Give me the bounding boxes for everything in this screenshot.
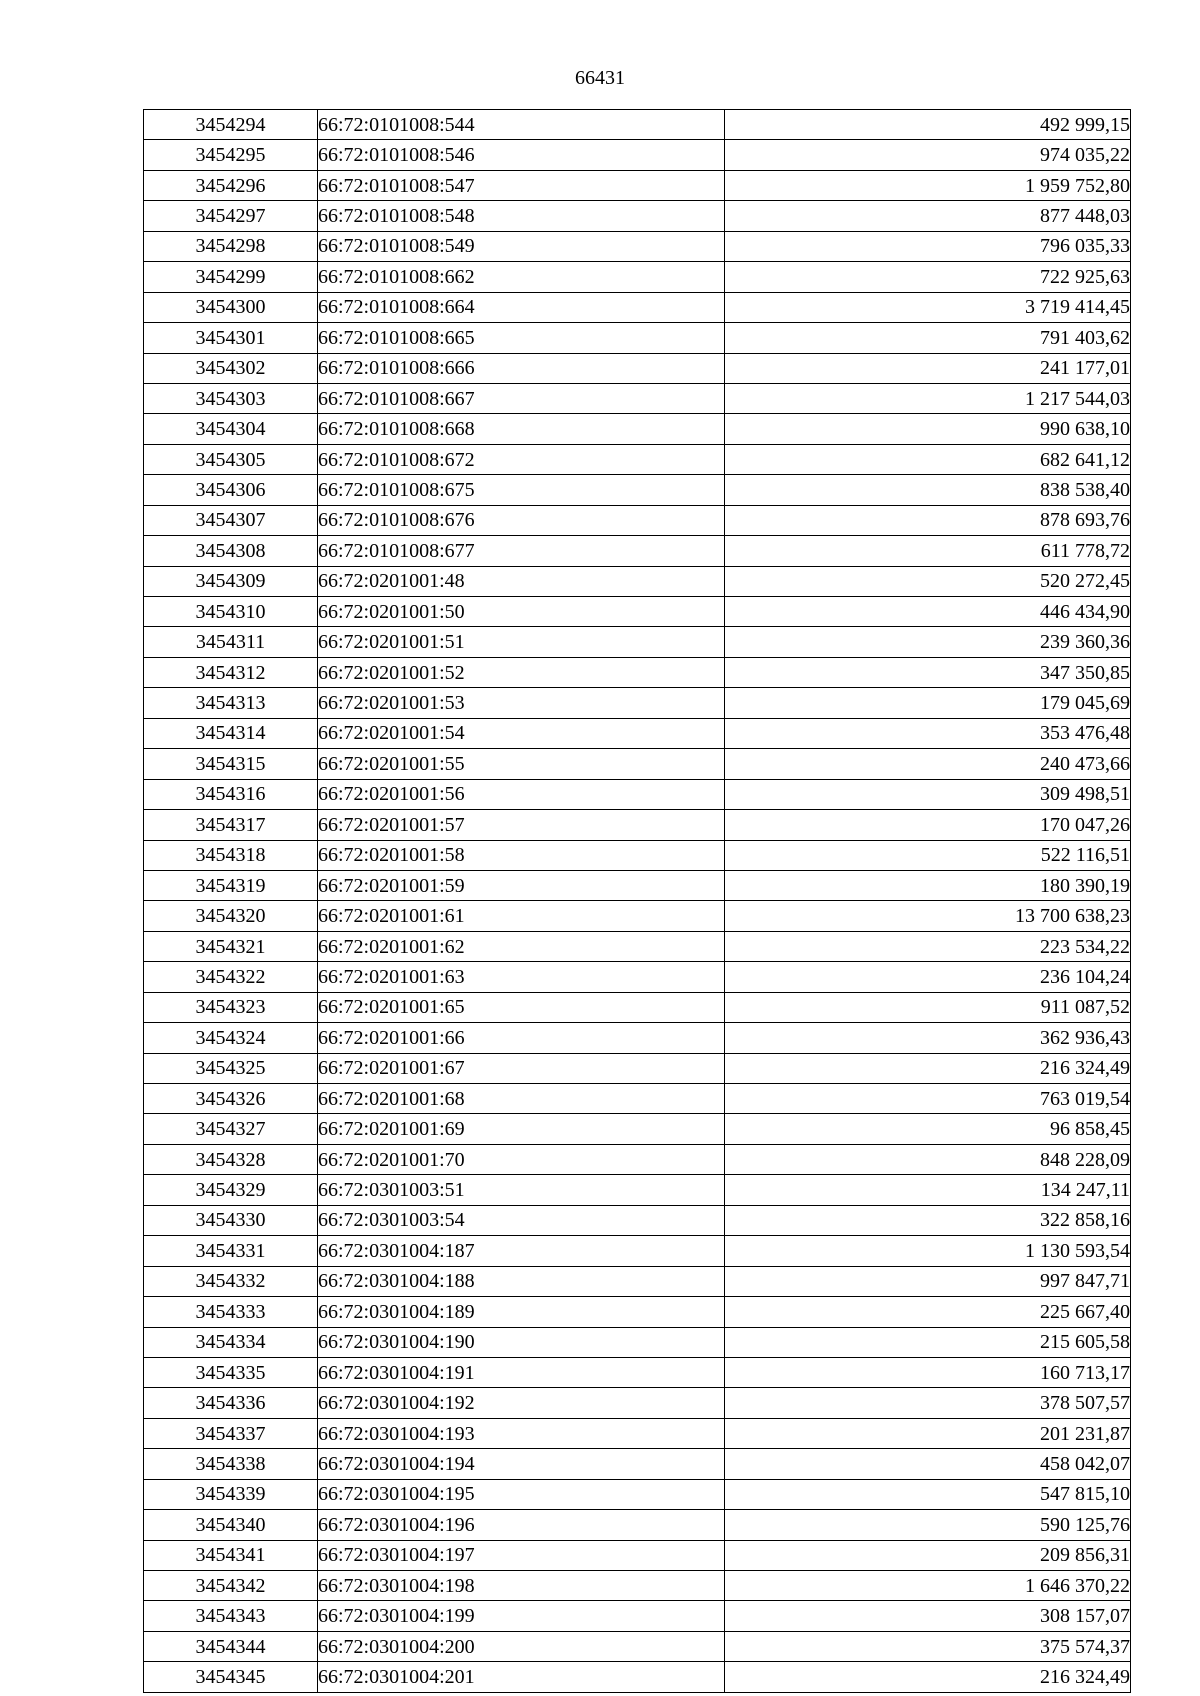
record-number-cell: 3454327 [144,1114,318,1144]
cadastral-number-cell: 66:72:0101008:549 [318,231,725,261]
table-row [144,1327,1131,1357]
cadastral-number-cell: 66:72:0101008:548 [318,201,725,231]
cadastral-value-cell: 1 959 752,80 [725,170,1131,200]
cadastral-value-cell: 362 936,43 [725,1023,1131,1053]
cadastral-value-cell: 722 925,63 [725,262,1131,292]
record-number-cell: 3454299 [144,262,318,292]
record-number-cell: 3454310 [144,597,318,627]
record-number-cell: 3454333 [144,1297,318,1327]
record-number-cell: 3454314 [144,718,318,748]
table-row [144,505,1131,535]
record-number-cell: 3454304 [144,414,318,444]
cadastral-number-cell: 66:72:0101008:666 [318,353,725,383]
record-number-cell: 3454306 [144,475,318,505]
table-row [144,1053,1131,1083]
cadastral-number-cell: 66:72:0201001:68 [318,1084,725,1114]
record-number-cell: 3454320 [144,901,318,931]
record-number-cell: 3454313 [144,688,318,718]
cadastral-value-cell: 796 035,33 [725,231,1131,261]
cadastral-number-cell: 66:72:0201001:52 [318,657,725,687]
record-number-cell: 3454342 [144,1571,318,1601]
table-row [144,1205,1131,1235]
record-number-cell: 3454343 [144,1601,318,1631]
table-row [144,749,1131,779]
cadastral-value-cell: 974 035,22 [725,140,1131,170]
cadastral-value-cell: 201 231,87 [725,1418,1131,1448]
cadastral-value-cell: 309 498,51 [725,779,1131,809]
cadastral-number-cell: 66:72:0301004:188 [318,1266,725,1296]
record-number-cell: 3454336 [144,1388,318,1418]
table-row [144,1236,1131,1266]
cadastral-value-cell: 590 125,76 [725,1510,1131,1540]
table-row [144,1297,1131,1327]
record-number-cell: 3454332 [144,1266,318,1296]
table-row [144,1662,1131,1692]
record-number-cell: 3454312 [144,657,318,687]
cadastral-number-cell: 66:72:0301004:192 [318,1388,725,1418]
cadastral-number-cell: 66:72:0101008:665 [318,323,725,353]
cadastral-number-cell: 66:72:0201001:69 [318,1114,725,1144]
record-number-cell: 3454296 [144,170,318,200]
table-row [144,566,1131,596]
cadastral-number-cell: 66:72:0201001:70 [318,1144,725,1174]
record-number-cell: 3454344 [144,1631,318,1661]
cadastral-value-cell: 179 045,69 [725,688,1131,718]
cadastral-value-cell: 611 778,72 [725,536,1131,566]
table-row [144,323,1131,353]
table-row [144,536,1131,566]
cadastral-number-cell: 66:72:0201001:65 [318,992,725,1022]
cadastral-value-cell: 241 177,01 [725,353,1131,383]
cadastral-number-cell: 66:72:0101008:667 [318,383,725,413]
table-row [144,1084,1131,1114]
record-number-cell: 3454323 [144,992,318,1022]
cadastral-value-cell: 997 847,71 [725,1266,1131,1296]
cadastral-value-cell: 239 360,36 [725,627,1131,657]
cadastral-number-cell: 66:72:0101008:662 [318,262,725,292]
table-row [144,231,1131,261]
cadastral-number-cell: 66:72:0301004:187 [318,1236,725,1266]
table-row [144,1510,1131,1540]
cadastral-value-cell: 458 042,07 [725,1449,1131,1479]
cadastral-value-cell: 1 217 544,03 [725,383,1131,413]
table-row [144,1479,1131,1509]
cadastral-value-cell: 209 856,31 [725,1540,1131,1570]
cadastral-value-cell: 223 534,22 [725,931,1131,961]
table-row [144,810,1131,840]
record-number-cell: 3454317 [144,810,318,840]
cadastral-number-cell: 66:72:0101008:546 [318,140,725,170]
cadastral-value-cell: 791 403,62 [725,323,1131,353]
table-row [144,1175,1131,1205]
table-row [144,627,1131,657]
cadastral-value-cell: 1 130 593,54 [725,1236,1131,1266]
table-row [144,962,1131,992]
cadastral-value-cell: 446 434,90 [725,597,1131,627]
record-number-cell: 3454303 [144,383,318,413]
record-number-cell: 3454340 [144,1510,318,1540]
cadastral-value-cell: 520 272,45 [725,566,1131,596]
record-number-cell: 3454345 [144,1662,318,1692]
record-number-cell: 3454339 [144,1479,318,1509]
cadastral-value-cell: 216 324,49 [725,1662,1131,1692]
table-row [144,840,1131,870]
record-number-cell: 3454325 [144,1053,318,1083]
cadastral-number-cell: 66:72:0201001:62 [318,931,725,961]
table-row [144,1418,1131,1448]
cadastral-number-cell: 66:72:0101008:544 [318,110,725,140]
table-row [144,140,1131,170]
record-number-cell: 3454300 [144,292,318,322]
record-number-cell: 3454322 [144,962,318,992]
cadastral-number-cell: 66:72:0301004:196 [318,1510,725,1540]
cadastral-value-cell: 990 638,10 [725,414,1131,444]
page-number: 66431 [575,67,625,89]
cadastral-number-cell: 66:72:0301004:201 [318,1662,725,1692]
cadastral-value-cell: 308 157,07 [725,1601,1131,1631]
cadastral-value-cell: 134 247,11 [725,1175,1131,1205]
table-row [144,718,1131,748]
cadastral-value-cell: 877 448,03 [725,201,1131,231]
table-row [144,597,1131,627]
cadastral-value-cell: 160 713,17 [725,1357,1131,1387]
cadastral-number-cell: 66:72:0201001:59 [318,870,725,900]
table-row [144,1449,1131,1479]
table-row [144,475,1131,505]
table-row [144,1388,1131,1418]
cadastral-value-cell: 236 104,24 [725,962,1131,992]
record-number-cell: 3454328 [144,1144,318,1174]
cadastral-number-cell: 66:72:0201001:54 [318,718,725,748]
cadastral-value-cell: 547 815,10 [725,1479,1131,1509]
record-number-cell: 3454307 [144,505,318,535]
cadastral-number-cell: 66:72:0201001:50 [318,597,725,627]
record-number-cell: 3454331 [144,1236,318,1266]
cadastral-number-cell: 66:72:0301003:54 [318,1205,725,1235]
cadastral-number-cell: 66:72:0301004:200 [318,1631,725,1661]
table-row [144,901,1131,931]
table-row [144,657,1131,687]
record-number-cell: 3454301 [144,323,318,353]
record-number-cell: 3454294 [144,110,318,140]
record-number-cell: 3454334 [144,1327,318,1357]
cadastral-value-cell: 216 324,49 [725,1053,1131,1083]
table-row [144,201,1131,231]
table-row [144,779,1131,809]
record-number-cell: 3454338 [144,1449,318,1479]
cadastral-number-cell: 66:72:0101008:547 [318,170,725,200]
cadastral-value-cell: 96 858,45 [725,1114,1131,1144]
cadastral-number-cell: 66:72:0101008:675 [318,475,725,505]
table-row [144,444,1131,474]
record-number-cell: 3454316 [144,779,318,809]
cadastral-number-cell: 66:72:0201001:63 [318,962,725,992]
record-number-cell: 3454309 [144,566,318,596]
table-row [144,1023,1131,1053]
record-number-cell: 3454326 [144,1084,318,1114]
cadastral-value-cell: 763 019,54 [725,1084,1131,1114]
record-number-cell: 3454315 [144,749,318,779]
table-row [144,414,1131,444]
table-row [144,1144,1131,1174]
table-row [144,1571,1131,1601]
table-row [144,110,1131,140]
table-row [144,292,1131,322]
table-row [144,170,1131,200]
record-number-cell: 3454297 [144,201,318,231]
cadastral-value-cell: 522 116,51 [725,840,1131,870]
cadastral-value-cell: 13 700 638,23 [725,901,1131,931]
cadastral-value-cell: 378 507,57 [725,1388,1131,1418]
table-body [144,110,1131,1693]
cadastral-value-cell: 347 350,85 [725,657,1131,687]
cadastral-number-cell: 66:72:0301004:197 [318,1540,725,1570]
record-number-cell: 3454329 [144,1175,318,1205]
cadastral-value-cell: 240 473,66 [725,749,1131,779]
table-row [144,870,1131,900]
table-row [144,688,1131,718]
cadastral-number-cell: 66:72:0201001:53 [318,688,725,718]
record-number-cell: 3454330 [144,1205,318,1235]
record-number-cell: 3454318 [144,840,318,870]
record-number-cell: 3454298 [144,231,318,261]
record-number-cell: 3454324 [144,1023,318,1053]
record-number-cell: 3454321 [144,931,318,961]
cadastral-value-cell: 375 574,37 [725,1631,1131,1661]
record-number-cell: 3454295 [144,140,318,170]
table-row [144,1357,1131,1387]
table-row [144,1540,1131,1570]
cadastral-number-cell: 66:72:0201001:58 [318,840,725,870]
cadastral-value-cell: 911 087,52 [725,992,1131,1022]
cadastral-number-cell: 66:72:0101008:668 [318,414,725,444]
table-row [144,262,1131,292]
table-row [144,992,1131,1022]
cadastral-number-cell: 66:72:0301004:195 [318,1479,725,1509]
cadastral-value-cell: 848 228,09 [725,1144,1131,1174]
table-row [144,353,1131,383]
record-number-cell: 3454341 [144,1540,318,1570]
record-number-cell: 3454308 [144,536,318,566]
cadastral-number-cell: 66:72:0301004:199 [318,1601,725,1631]
table-row [144,1266,1131,1296]
cadastral-value-cell: 838 538,40 [725,475,1131,505]
cadastral-number-cell: 66:72:0101008:676 [318,505,725,535]
table-row [144,931,1131,961]
cadastral-value-cell: 3 719 414,45 [725,292,1131,322]
cadastral-value-table [143,109,1131,1693]
record-number-cell: 3454311 [144,627,318,657]
cadastral-value-cell: 878 693,76 [725,505,1131,535]
cadastral-number-cell: 66:72:0201001:66 [318,1023,725,1053]
record-number-cell: 3454305 [144,444,318,474]
cadastral-number-cell: 66:72:0201001:57 [318,810,725,840]
cadastral-number-cell: 66:72:0201001:61 [318,901,725,931]
cadastral-value-cell: 225 667,40 [725,1297,1131,1327]
cadastral-number-cell: 66:72:0301004:193 [318,1418,725,1448]
cadastral-value-cell: 180 390,19 [725,870,1131,900]
cadastral-number-cell: 66:72:0301003:51 [318,1175,725,1205]
cadastral-value-cell: 1 646 370,22 [725,1571,1131,1601]
cadastral-number-cell: 66:72:0301004:194 [318,1449,725,1479]
table-row [144,383,1131,413]
cadastral-number-cell: 66:72:0201001:55 [318,749,725,779]
cadastral-number-cell: 66:72:0301004:190 [318,1327,725,1357]
cadastral-number-cell: 66:72:0301004:198 [318,1571,725,1601]
cadastral-value-cell: 682 641,12 [725,444,1131,474]
cadastral-value-cell: 492 999,15 [725,110,1131,140]
table-row [144,1114,1131,1144]
record-number-cell: 3454302 [144,353,318,383]
cadastral-number-cell: 66:72:0101008:664 [318,292,725,322]
cadastral-number-cell: 66:72:0201001:56 [318,779,725,809]
cadastral-value-cell: 353 476,48 [725,718,1131,748]
table-row [144,1631,1131,1661]
cadastral-value-cell: 322 858,16 [725,1205,1131,1235]
record-number-cell: 3454319 [144,870,318,900]
cadastral-number-cell: 66:72:0301004:191 [318,1357,725,1387]
cadastral-number-cell: 66:72:0201001:67 [318,1053,725,1083]
cadastral-number-cell: 66:72:0101008:677 [318,536,725,566]
cadastral-value-cell: 170 047,26 [725,810,1131,840]
cadastral-number-cell: 66:72:0101008:672 [318,444,725,474]
cadastral-value-cell: 215 605,58 [725,1327,1131,1357]
cadastral-number-cell: 66:72:0201001:48 [318,566,725,596]
record-number-cell: 3454337 [144,1418,318,1448]
record-number-cell: 3454335 [144,1357,318,1387]
table-row [144,1601,1131,1631]
cadastral-number-cell: 66:72:0301004:189 [318,1297,725,1327]
cadastral-number-cell: 66:72:0201001:51 [318,627,725,657]
